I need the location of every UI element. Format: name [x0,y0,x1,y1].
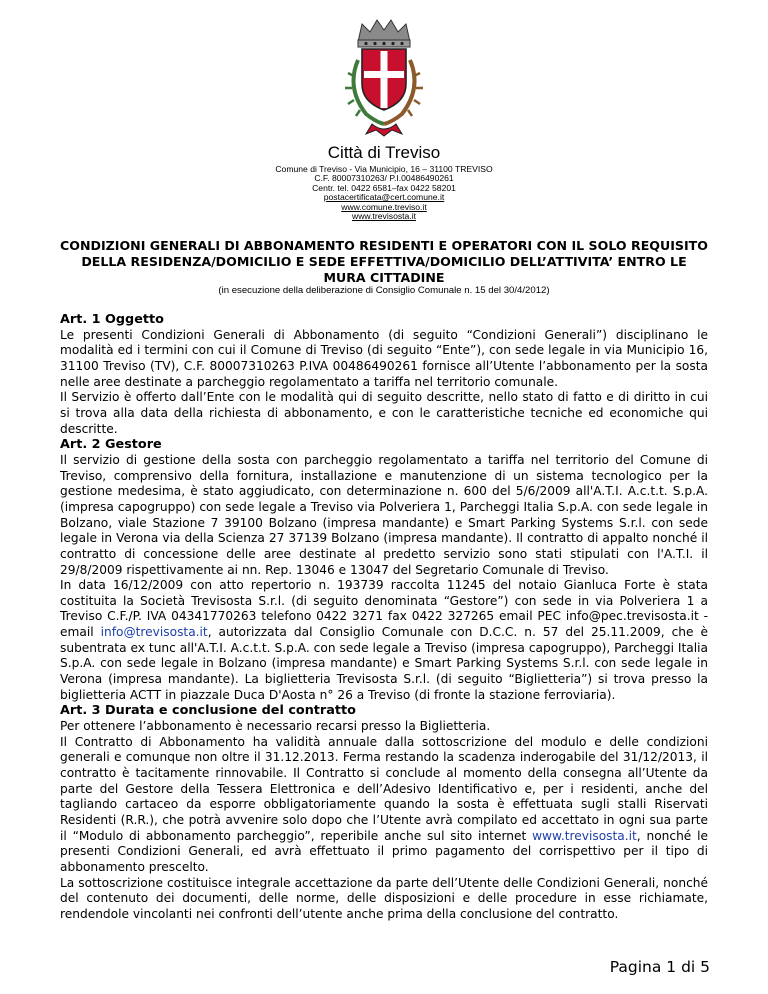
art1-heading: Art. 1 Oggetto [60,312,164,327]
city-crest-icon [336,16,432,140]
document-title: CONDIZIONI GENERALI DI ABBONAMENTO RESIDENTI E OPERATORI CON IL SOLO REQUISITO DELLA RESIDENZA/DOMICILIO E SEDE EFFETTIVA/DOMICILIO DELL’ATTIVITA’ ENTRO LE MURA CITTADINE [60,238,708,286]
art3-text-a: Il Contratto di Abbonamento ha validità annuale dalla sottoscrizione del modulo e delle condizioni generali e comunque non oltre il 31.12.2013. Ferma restando la scadenza inderogabile del 31/12/2013, il contratto è tacitamente rinnovabile. Il Contratto si conclude al momento della consegna all’Utente da parte del Gestore della Tessera Elettronica e dell’Adesivo Identificativo e, per i residenti, anche del tagliando cartaceo da esporre obbligatoriamente quando la sosta è effettuata sugli stalli Riservati Residenti (R.R.), che potrà avvenire solo dopo che l’Utente avrà compilato ed accettato in ogni sua parte il “Modulo di abbonamento parcheggio”, reperibile anche sul sito internet [60,734,708,843]
document-subtitle: (in esecuzione della deliberazione di Consiglio Comunale n. 15 del 30/4/2012) [218,285,550,296]
document-body [60,312,708,923]
trevisosta-website-link[interactable]: www.trevisosta.it [532,828,637,843]
art2-paragraph-2 [60,578,708,703]
page-number: Pagina 1 di 5 [609,958,710,976]
art2-paragraph-1: Il servizio di gestione della sosta con parcheggio regolamentato a tariffa nel territorio del Comune di Treviso, comprensivo della fornitura, installazione e manutenzione di un sistema tecnologico per la gestione medesima, è stato aggiudicato, con determinazione n. 600 del 5/6/2009 all'A.T.I. A.c.t.t. S.p.A. (impresa capogruppo) con sede legale a Treviso via Polveriera 1, Parcheggi Italia S.p.A. con sede legale in Bolzano, viale Stazione 7 39100 Bolzano (impresa mandante) e Smart Parking Systems S.r.l. con sede legale in Verona via della Scienza 27 37139 Bolzano (impresa mandante). Il contratto di appalto nonché il contratto di concessione delle aree destinate al predetto servizio sono stati stipulati con l'A.T.I. il 29/8/2009 rispettivamente ai nn. Rep. 13046 e 13047 del Segretario Comunale di Treviso. [60,452,708,577]
pec-email-link[interactable]: postacertificata@cert.comune.it [323,192,445,203]
art2-text-a: In data 16/12/2009 con atto repertorio n. 193739 raccolta 11245 del notaio Gianluca Forte è stata costituita la Società Trevisosta S.r.l. (di seguito denominata “Gestore”) con sede in via Polveriera 1 a Treviso C.F./P. IVA 04341770263 telefono 0422 3271 fax 0422 327265 email PEC info@pec.trevisosta.it - email [60,578,708,640]
org-phone-line: Centr. tel. 0422 6581–fax 0422 58201 [312,182,456,193]
trevisosta-email-link[interactable]: info@trevisosta.it [100,625,208,640]
org-address-line: Comune di Treviso - Via Municipio, 16 – 31100 TREVISO [275,164,493,174]
org-fiscal-line: C.F. 80007310263/ P.I.00486490261 [314,173,454,184]
art3-text-b: , nonché le presenti Condizioni Generali, ed avrà effettuato il primo pagamento del corrispettivo per il tipo di abbonamento prescelto. [60,828,708,874]
art3-paragraph-1: Per ottenere l’abbonamento è necessario recarsi presso la Biglietteria. [60,719,491,734]
art1-paragraph-1: Le presenti Condizioni Generali di Abbonamento (di seguito “Condizioni Generali”) disciplinano le modalità ed i termini con cui il Comune di Treviso (di seguito “Ente”), con sede legale in via Municipio 16, 31100 Treviso (TV), C.F. 80007310263 P.IVA 00486490261 fornisce all’Utente l’abbonamento per la sosta nelle aree destinate a parcheggio regolamentato a tariffa nel territorio comunale. [60,327,708,389]
org-name: Città di Treviso [327,143,441,162]
org-contact-block [0,165,768,221]
art3-paragraph-2 [60,735,708,876]
art2-heading: Art. 2 Gestore [60,437,162,453]
art3-paragraph-3: La sottoscrizione costituisce integrale accettazione da parte dell’Utente delle Condizioni Generali, nonché del contenuto dei documenti, delle norme, delle disposizioni e delle procedure in esse richiamate, rendendole vincolanti nei confronti dell’utente anche prima della conclusione del contratto. [60,875,708,921]
website-trevisosta-link[interactable]: www.trevisosta.it [352,211,416,222]
art1-paragraph-2: Il Servizio è offerto dall’Ente con le modalità qui di seguito descritte, nello stato di fatto e di diritto in cui si trova alla data della richiesta di abbonamento, e con le caratteristiche tecniche ed economiche qui descritte. [60,390,708,436]
art2-text-b: , autorizzata dal Consiglio Comunale con D.C.C. n. 57 del 25.11.2009, che è subentrata ex tunc all'A.T.I. A.c.t.t. S.p.A. con sede legale a Treviso (impresa capogruppo), Parcheggi Italia S.p.A. con sede legale in Bolzano (impresa mandante) e Smart Parking Systems S.r.l. con sede legale in Verona (impresa mandante). La biglietteria Trevisosta S.r.l. (di seguito “Biglietteria”) si trova presso la biglietteria ACTT in piazzale Duca D'Aosta n° 26 a Treviso (di fronte la stazione ferroviaria). [60,625,708,702]
website-comune-link[interactable]: www.comune.treviso.it [341,201,427,212]
art3-heading: Art. 3 Durata e conclusione del contratto [60,703,356,719]
